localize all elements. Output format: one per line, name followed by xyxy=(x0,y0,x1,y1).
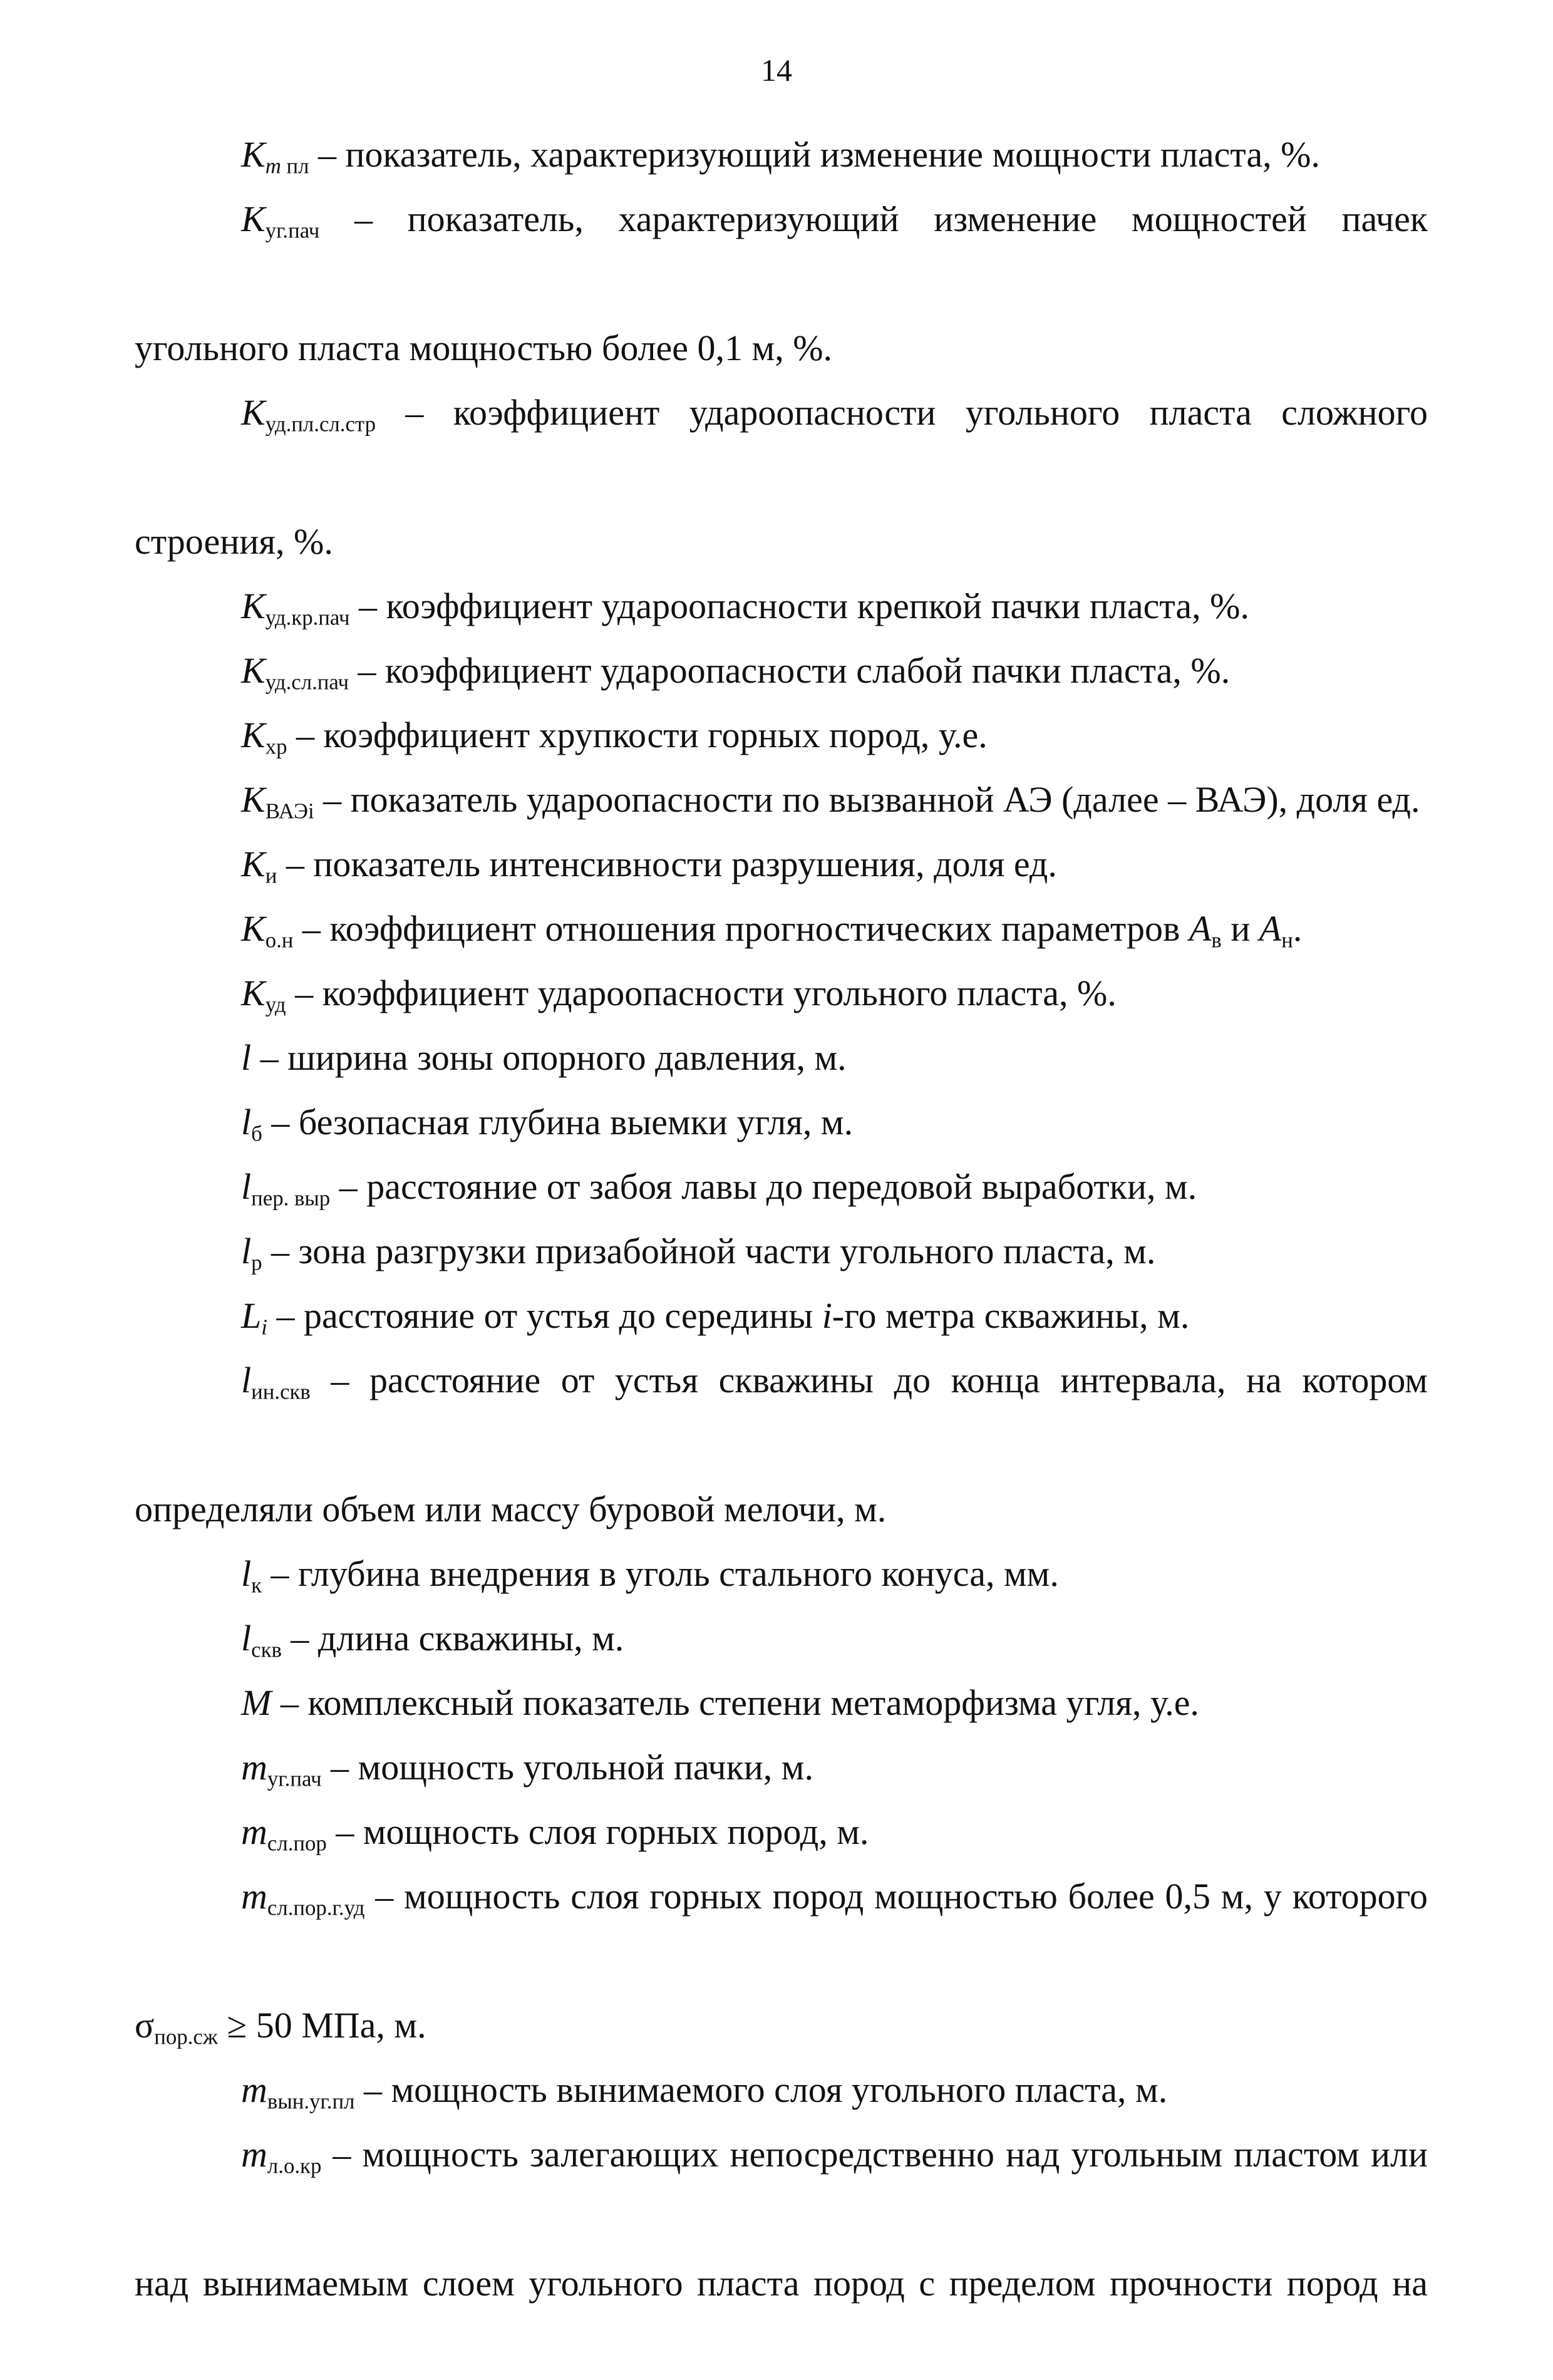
definition-item: $K_{уг.пач}$ – показатель, характеризующий изменение мощностей пачек xyxy=(241,199,1428,243)
definition-item: $l_{ин.скв}$ – расстояние от устья скважины до конца интервала, на котором xyxy=(241,1360,1428,1404)
definition-item: $K_{ВАЭi}$ – показатель удароопасности по вызванной АЭ (далее – ВАЭ), доля ед. xyxy=(241,779,1420,824)
definition-item: $l_к$ – глубина внедрения в уголь стального конуса, мм. xyxy=(241,1553,1059,1598)
definition-continuation: строения, %. xyxy=(135,521,333,562)
definition-item: $m_{сл.пор.г.уд}$ – мощность слоя горных пород мощностью более 0,5 м, у которого xyxy=(241,1876,1428,1920)
definition-item: $m_{л.о.кр}$ – мощность залегающих непосредственно над угольным пластом или xyxy=(241,2134,1428,2178)
definition-item: $K_{уд.кр.пач}$ – коэффициент удароопасности крепкой пачки пласта, %. xyxy=(241,586,1249,630)
definition-item: $K_{уд.пл.сл.стр}$ – коэффициент ударoопасности угольного пласта сложного xyxy=(241,392,1428,437)
definition-item: $l_б$ – безопасная глубина выемки угля, м. xyxy=(241,1102,854,1146)
definition-item: $K_{уд.сл.пач}$ – коэффициент удароопасности слабой пачки пласта, %. xyxy=(241,650,1231,695)
definition-continuation: над вынимаемым слоем угольного пласта пород с пределом прочности пород на xyxy=(135,2263,1428,2304)
definition-item: $m_{уг.пач}$ – мощность угольной пачки, м. xyxy=(241,1747,814,1791)
definition-item: M – комплексный показатель степени метаморфизма угля, у.е. xyxy=(241,1682,1199,1723)
page-number: 14 xyxy=(761,53,792,88)
definition-item: $K_{о.н}$ – коэффициент отношения прогностических параметров $A_в$ и $A_н$. xyxy=(241,908,1303,953)
definitions-list xyxy=(135,122,1428,2380)
definition-continuation: определяли объем или массу буровой мелочи, м. xyxy=(135,1489,887,1529)
definition-item: $K_и$ – показатель интенсивности разрушения, доля ед. xyxy=(241,844,1057,888)
definition-item: $l_{скв}$ – длина скважины, м. xyxy=(241,1618,624,1662)
definition-continuation: $\sigma_{пор.сж} \ge 50$ МПа, м. xyxy=(135,2005,426,2049)
definition-item: $K_{m пл}$ – показатель, характеризующий изменение мощности пласта, %. xyxy=(241,134,1320,178)
definition-continuation: угольного пласта мощностью более 0,1 м, %. xyxy=(135,328,833,368)
definition-item: l – ширина зоны опорного давления, м. xyxy=(241,1037,847,1078)
definition-item: $K_{уд}$ – коэффициент удароопасности угольного пласта, %. xyxy=(241,973,1117,1017)
definition-item: $l_р$ – зона разгрузки призабойной части угольного пласта, м. xyxy=(241,1231,1156,1275)
definition-item: $m_{сл.пор}$ – мощность слоя горных пород, м. xyxy=(241,1811,869,1856)
definition-item: $m_{вын.уг.пл}$ – мощность вынимаемого слоя угольного пласта, м. xyxy=(241,2069,1168,2114)
definition-item: $L_i$ – расстояние от устья до середины i-го метра скважины, м. xyxy=(241,1295,1190,1340)
definition-item: $K_{хр}$ – коэффициент хрупкости горных пород, у.е. xyxy=(241,715,988,759)
definition-item: $l_{пер. выр}$ – расстояние от забоя лавы до передовой выработки, м. xyxy=(241,1166,1197,1211)
